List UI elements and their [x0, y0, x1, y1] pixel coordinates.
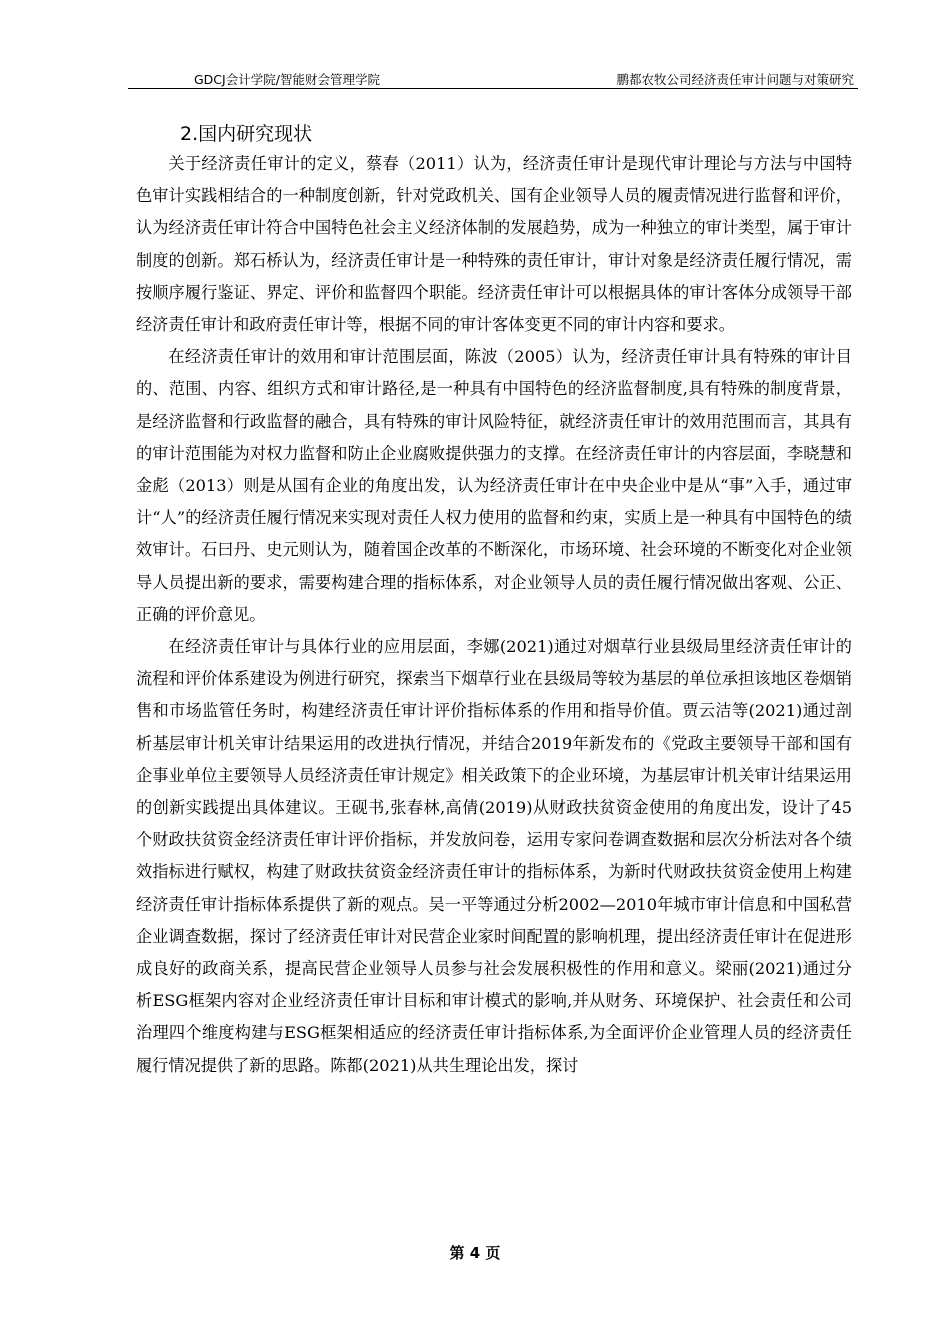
- page-number: 第 4 页: [449, 1244, 501, 1262]
- paragraph: 在经济责任审计的效用和审计范围层面，陈波（2005）认为，经济责任审计具有特殊的审计目的、范围、内容、组织方式和审计路径,是一种具有中国特色的经济监督制度,具有特殊的制度背景，是经济监督和行政监督的融合，具有特殊的审计风险特征，就经济责任审计的效用范围而言，其具有的审计范围能为对权力监督和防止企业腐败提供强力的支撑。在经济责任审计的内容层面，李晓慧和金彪（2013）则是从国有企业的角度出发，认为经济责任审计在中央企业中是从“事”入手，通过审计“人”的经济责任履行情况来实现对责任人权力使用的监督和约束，实质上是一种具有中国特色的绩效审计。石曰丹、史元则认为，随着国企改革的不断深化，市场环境、社会环境的不断变化对企业领导人员提出新的要求，需要构建合理的指标体系，对企业领导人员的责任履行情况做出客观、公正、正确的评价意见。: [136, 347, 852, 624]
- paragraph: 在经济责任审计与具体行业的应用层面，李娜(2021)通过对烟草行业县级局里经济责任审计的流程和评价体系建设为例进行研究，探索当下烟草行业在县级局等较为基层的单位承担该地区卷烟销售和市场监管任务时，构建经济责任审计评价指标体系的作用和指导价值。贾云洁等(2021)通过剖析基层审计机关审计结果运用的改进执行情况，并结合2019年新发布的《党政主要领导干部和国有企事业单位主要领导人员经济责任审计规定》相关政策下的企业环境，为基层审计机关审计结果运用的创新实践提出具体建议。王砚书,张春林,高倩(2019)从财政扶贫资金使用的角度出发，设计了45个财政扶贫资金经济责任审计评价指标，并发放问卷，运用专家问卷调查数据和层次分析法对各个绩效指标进行赋权，构建了财政扶贫资金经济责任审计的指标体系，为新时代财政扶贫资金使用上构建经济责任审计指标体系提供了新的观点。吴一平等通过分析2002—2010年城市审计信息和中国私营企业调查数据，探讨了经济责任审计对民营企业家时间配置的影响机理，提出经济责任审计在促进形成良好的政商关系，提高民营企业领导人员参与社会发展积极性的作用和意义。梁丽(2021)通过分析ESG框架内容对企业经济责任审计目标和审计模式的影响,并从财务、环境保护、社会责任和公司治理四个维度构建与ESG框架相适应的经济责任审计指标体系,为全面评价企业管理人员的经济责任履行情况提供了新的思路。陈都(2021)从共生理论出发，探讨: [136, 637, 852, 1075]
- page-header: [128, 68, 858, 89]
- paragraph: 关于经济责任审计的定义，蔡春（2011）认为，经济责任审计是现代审计理论与方法与中国特色审计实践相结合的一种制度创新，针对党政机关、国有企业领导人员的履责情况进行监督和评价，认为经济责任审计符合中国特色社会主义经济体制的发展趋势，成为一种独立的审计类型，属于审计制度的创新。郑石桥认为，经济责任审计是一种特殊的责任审计，审计对象是经济责任履行情况，需按顺序履行鉴证、界定、评价和监督四个职能。经济责任审计可以根据具体的审计客体分成领导干部经济责任审计和政府责任审计等，根据不同的审计客体变更不同的审计内容和要求。: [136, 154, 852, 335]
- header-left-text: GDCJ会计学院/智能财会管理学院: [194, 72, 380, 87]
- section-title: 2.国内研究现状: [180, 123, 313, 145]
- header-right-text: 鹏都农牧公司经济责任审计问题与对策研究: [616, 72, 854, 87]
- body-text: [136, 148, 852, 1082]
